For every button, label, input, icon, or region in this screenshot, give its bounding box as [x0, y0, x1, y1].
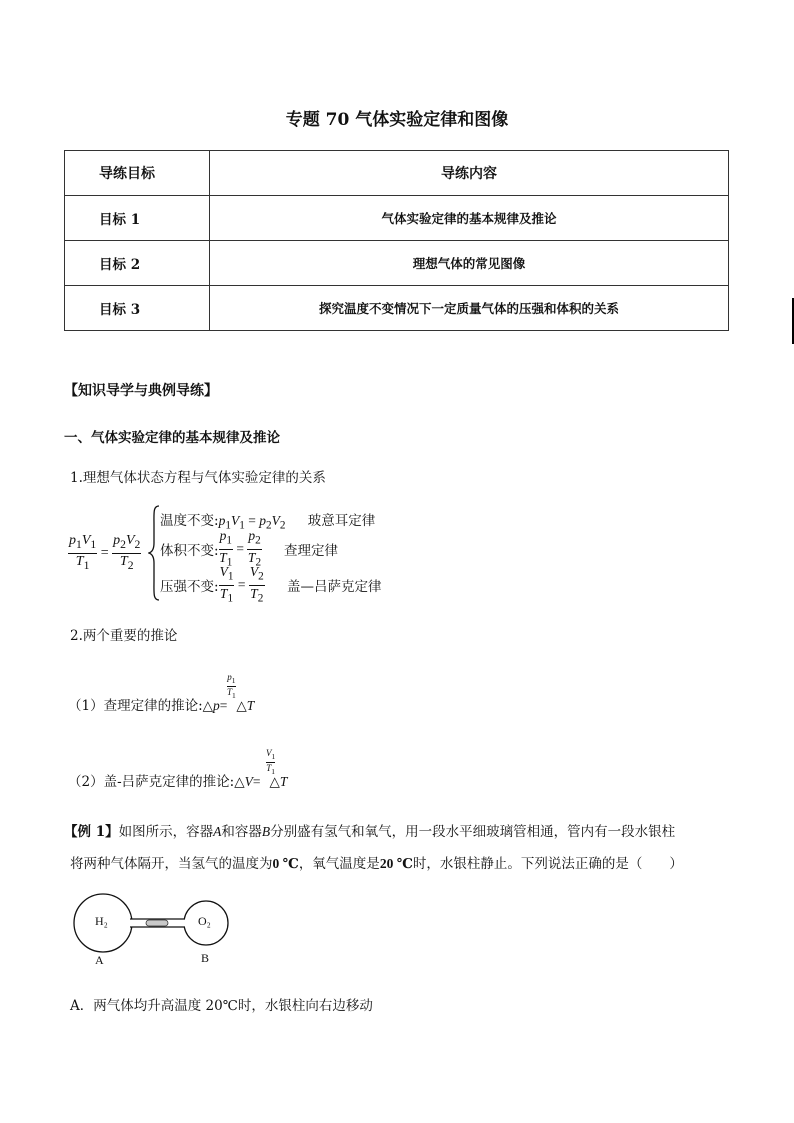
example-tag: 【例 1】	[64, 824, 119, 840]
right-gas-label: O₂	[198, 914, 211, 928]
page-title: 专题 70 气体实验定律和图像	[285, 110, 509, 130]
example-temperature: 0 ℃	[272, 856, 299, 871]
table-header-goal: 导练目标	[65, 151, 210, 196]
example-1-line-2	[70, 852, 683, 872]
subsection-heading: 一、气体实验定律的基本规律及推论	[64, 430, 280, 446]
example-var: A	[213, 824, 222, 839]
example-text: ，氧气温度是	[298, 856, 380, 872]
table-header-content: 导练内容	[210, 151, 729, 196]
brace-icon	[148, 505, 160, 601]
law-row-boyle: 温度不变$:p_1V_1 = p_2V_2$ 玻意耳定律	[160, 513, 376, 532]
example-1-line-1	[64, 820, 744, 840]
law-condition: 体积不变:	[160, 543, 219, 560]
law-row-charles: 体积不变: $\frac{p_1}{T_1}$ = $\frac{p_2}{T_2}$ 查理定律	[160, 528, 338, 569]
example-text: 将两种气体隔开，当氢气的温度为	[70, 856, 273, 872]
law-row-gay-lussac: 压强不变: $\frac{V_1}{T_1}$ = $\frac{V_2}{T_2}$ 盖—吕萨克定律	[160, 564, 382, 605]
example-text: 时，水银柱静止。下列说法正确的是（ ）	[412, 856, 683, 872]
table-cell-content: 气体实验定律的基本规律及推论	[210, 196, 729, 241]
law-condition: 温度不变:	[160, 513, 219, 529]
gas-law-equation: $\frac{p_1V_1}{T_1}$ = $\frac{p_2V_2}{T_2}$	[69, 533, 141, 572]
table-cell-goal: 目标 1	[65, 196, 210, 241]
corollary-1: （1）查理定律的推论:△p= △T	[68, 698, 255, 714]
example-text: 如图所示，容器	[118, 824, 214, 840]
table-cell-content: 探究温度不变情况下一定质量气体的压强和体积的关系	[210, 286, 729, 331]
mercury-column	[146, 920, 168, 926]
law-name: 查理定律	[283, 543, 338, 560]
corollary-1-fraction: $p_1$ $T_1$	[227, 672, 236, 700]
point-1-text: 1.理想气体状态方程与气体实验定律的关系	[70, 470, 326, 486]
option-a: A．两气体均升高温度 20℃时，水银柱向右边移动	[70, 998, 373, 1014]
goals-table	[64, 150, 729, 331]
table-cell-goal: 目标 3	[65, 286, 210, 331]
table-cell-goal: 目标 2	[65, 241, 210, 286]
table-row	[65, 241, 729, 286]
table-cell-content: 理想气体的常见图像	[210, 241, 729, 286]
point-2-text: 2.两个重要的推论	[70, 628, 178, 644]
corollary-2-fraction: $V_1$ $T_1$	[266, 748, 276, 776]
example-var: B	[261, 824, 271, 839]
container-a-label: A	[95, 953, 104, 967]
corollary-2-label: （2）盖-吕萨克定律的推论:	[68, 774, 235, 790]
example-temperature: 20 ℃	[379, 856, 413, 871]
law-name: 盖—吕萨克定律	[286, 579, 382, 596]
example-text: 分别盛有氢气和氧气，用一段水平细玻璃管相通，管内有一段水银柱	[270, 824, 676, 840]
table-row	[65, 196, 729, 241]
section-heading: 【知识导学与典例导练】	[64, 383, 218, 399]
table-header-row	[65, 151, 729, 196]
example-text: 和容器	[221, 824, 262, 840]
left-gas-label: H₂	[95, 914, 108, 928]
container-b-label: B	[201, 951, 210, 965]
corollary-1-label: （1）查理定律的推论:	[68, 698, 203, 714]
law-condition: 压强不变:	[160, 579, 219, 596]
corollary-2: （2）盖-吕萨克定律的推论:△V= △T	[68, 774, 288, 790]
law-name: 玻意耳定律	[307, 513, 376, 529]
table-row	[65, 286, 729, 331]
